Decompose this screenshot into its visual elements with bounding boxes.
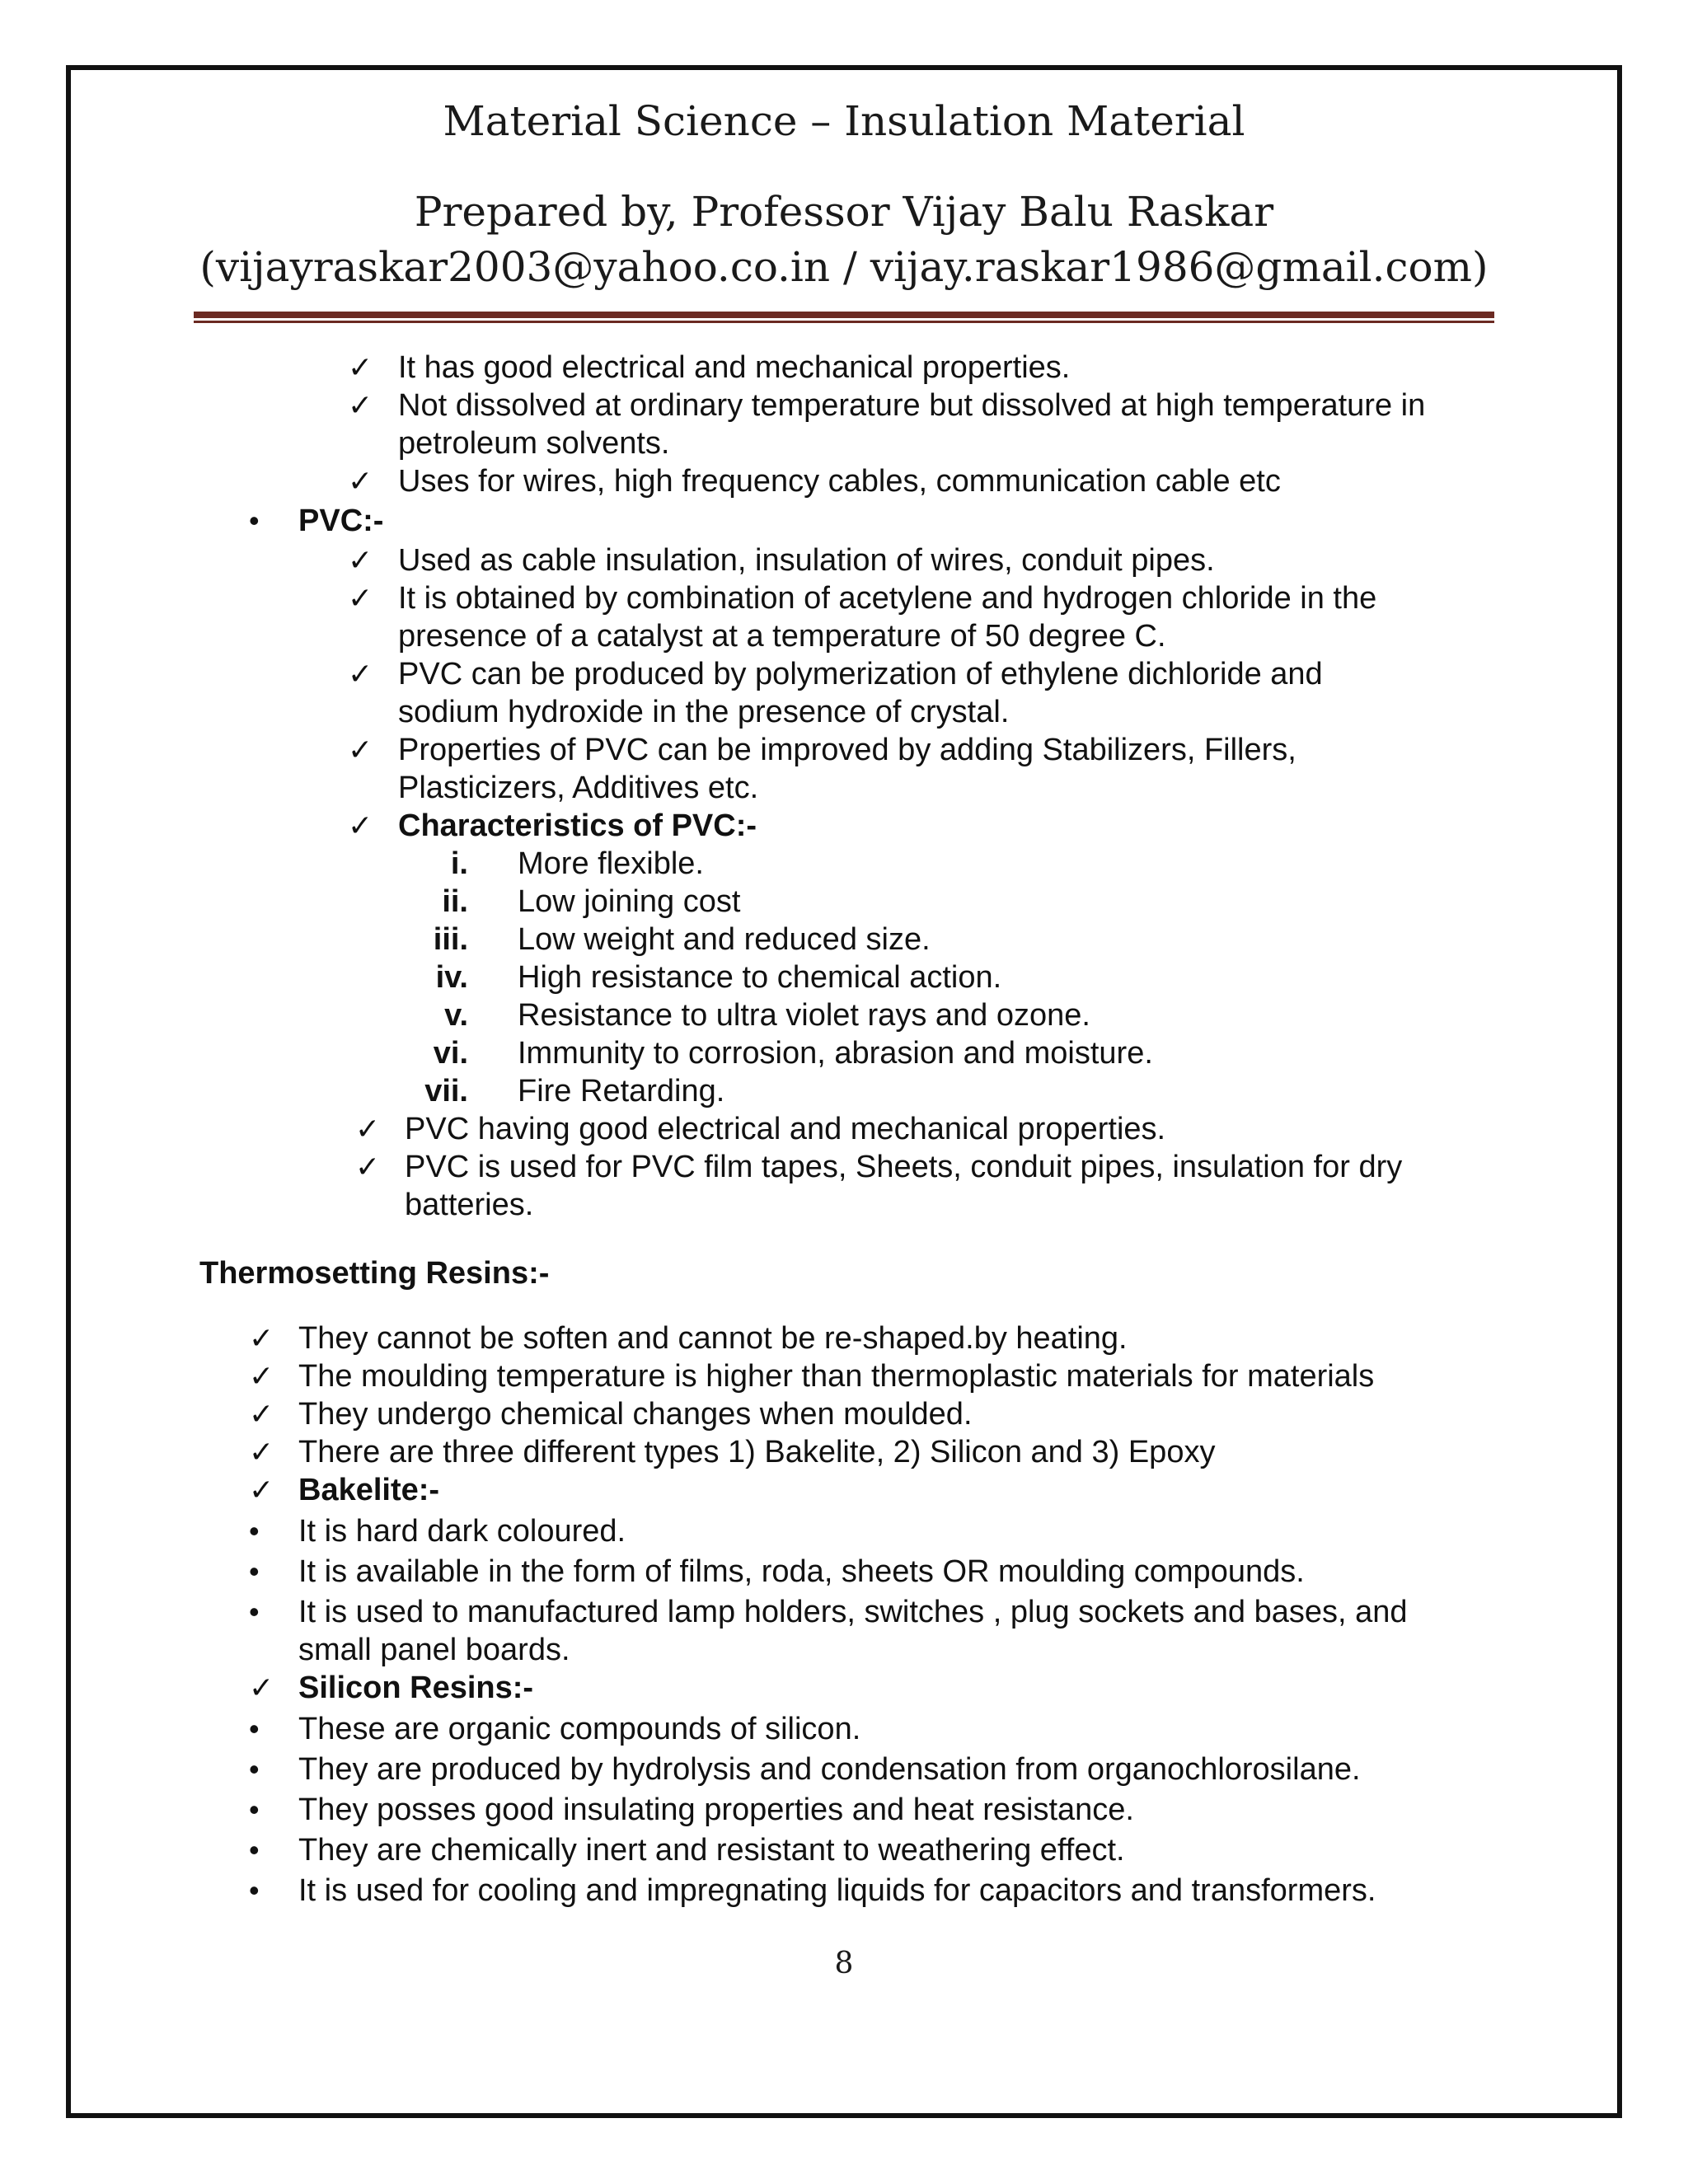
bullet-icon: •: [249, 1712, 260, 1746]
bullet-icon: •: [249, 1514, 260, 1548]
list-item: They posses good insulating properties and heat resistance.: [298, 1793, 1134, 1827]
check-icon: ✓: [348, 543, 373, 577]
bullet-icon: •: [249, 1873, 260, 1907]
check-icon: ✓: [348, 464, 373, 498]
list-item-continuation: presence of a catalyst at a temperature of 50 degree C.: [398, 619, 1166, 654]
list-item: Used as cable insulation, insulation of wires, conduit pipes.: [398, 543, 1215, 578]
list-item: It has good electrical and mechanical properties.: [398, 350, 1071, 385]
check-icon: ✓: [249, 1359, 274, 1393]
list-item: They are chemically inert and resistant to weathering effect.: [298, 1833, 1125, 1868]
subheading-bakelite: Bakelite:-: [298, 1473, 440, 1507]
check-icon: ✓: [249, 1671, 274, 1704]
list-item: It is used to manufactured lamp holders, switches , plug sockets and bases, and: [298, 1595, 1408, 1629]
check-icon: ✓: [249, 1397, 274, 1431]
list-item-continuation: sodium hydroxide in the presence of crystal.: [398, 695, 1010, 729]
check-icon: ✓: [348, 808, 373, 842]
section-heading-pvc: PVC:-: [298, 504, 384, 538]
bullet-icon: •: [249, 1752, 260, 1786]
check-icon: ✓: [249, 1473, 274, 1507]
list-item: Not dissolved at ordinary temperature but dissolved at high temperature in: [398, 388, 1426, 423]
bullet-icon: •: [249, 504, 260, 537]
roman-numeral: iv.: [435, 960, 468, 995]
check-icon: ✓: [249, 1321, 274, 1355]
bullet-icon: •: [249, 1595, 260, 1629]
check-icon: ✓: [348, 657, 373, 691]
characteristic-item: Low weight and reduced size.: [518, 922, 931, 957]
list-item: PVC can be produced by polymerization of ethylene dichloride and: [398, 657, 1323, 691]
page-number: 8: [834, 1947, 854, 1980]
roman-numeral: v.: [444, 998, 468, 1033]
list-item-continuation: small panel boards.: [298, 1633, 570, 1667]
list-item: Uses for wires, high frequency cables, communication cable etc: [398, 464, 1281, 499]
check-icon: ✓: [348, 388, 373, 422]
characteristic-item: Low joining cost: [518, 884, 741, 919]
characteristic-item: More flexible.: [518, 846, 704, 881]
list-item: PVC having good electrical and mechanical properties.: [405, 1112, 1166, 1146]
document-title: Material Science – Insulation Material: [443, 97, 1245, 145]
bullet-icon: •: [249, 1554, 260, 1588]
check-icon: ✓: [355, 1112, 381, 1146]
list-item: PVC is used for PVC film tapes, Sheets, conduit pipes, insulation for dry: [405, 1150, 1403, 1184]
subheading-silicon-resins: Silicon Resins:-: [298, 1671, 534, 1705]
list-item: They are produced by hydrolysis and condensation from organochlorosilane.: [298, 1752, 1361, 1787]
list-item: There are three different types 1) Bakelite, 2) Silicon and 3) Epoxy: [298, 1435, 1216, 1469]
list-item: Properties of PVC can be improved by adding Stabilizers, Fillers,: [398, 733, 1296, 767]
list-item: It is available in the form of films, roda, sheets OR moulding compounds.: [298, 1554, 1305, 1589]
list-item: They undergo chemical changes when moulded.: [298, 1397, 973, 1432]
characteristics-heading: Characteristics of PVC:-: [398, 808, 757, 843]
list-item: They cannot be soften and cannot be re-shaped.by heating.: [298, 1321, 1128, 1356]
characteristic-item: Fire Retarding.: [518, 1074, 725, 1108]
roman-numeral: ii.: [442, 884, 468, 919]
bullet-icon: •: [249, 1833, 260, 1867]
list-item: The moulding temperature is higher than thermoplastic materials for materials: [298, 1359, 1375, 1394]
list-item-continuation: Plasticizers, Additives etc.: [398, 771, 759, 805]
characteristic-item: Resistance to ultra violet rays and ozone.: [518, 998, 1090, 1033]
check-icon: ✓: [348, 581, 373, 615]
list-item: These are organic compounds of silicon.: [298, 1712, 861, 1746]
check-icon: ✓: [249, 1435, 274, 1469]
list-item-continuation: batteries.: [405, 1188, 534, 1222]
check-icon: ✓: [348, 350, 373, 384]
section-heading-thermosetting: Thermosetting Resins:-: [199, 1256, 550, 1291]
header-rule-thick: [194, 312, 1494, 318]
list-item: It is hard dark coloured.: [298, 1514, 626, 1549]
check-icon: ✓: [348, 733, 373, 766]
list-item: It is obtained by combination of acetylene and hydrogen chloride in the: [398, 581, 1377, 616]
roman-numeral: iii.: [433, 922, 468, 957]
check-icon: ✓: [355, 1150, 381, 1183]
characteristic-item: Immunity to corrosion, abrasion and moisture.: [518, 1036, 1153, 1071]
roman-numeral: i.: [450, 846, 468, 881]
list-item-continuation: petroleum solvents.: [398, 426, 670, 461]
roman-numeral: vii.: [424, 1074, 468, 1108]
roman-numeral: vi.: [433, 1036, 468, 1071]
header-rule-thin: [194, 321, 1494, 323]
author-line: Prepared by, Professor Vijay Balu Raskar: [414, 188, 1274, 236]
author-emails: (vijayraskar2003@yahoo.co.in / vijay.raskar1986@gmail.com): [199, 243, 1489, 291]
list-item: It is used for cooling and impregnating liquids for capacitors and transformers.: [298, 1873, 1376, 1908]
bullet-icon: •: [249, 1793, 260, 1826]
characteristic-item: High resistance to chemical action.: [518, 960, 1002, 995]
